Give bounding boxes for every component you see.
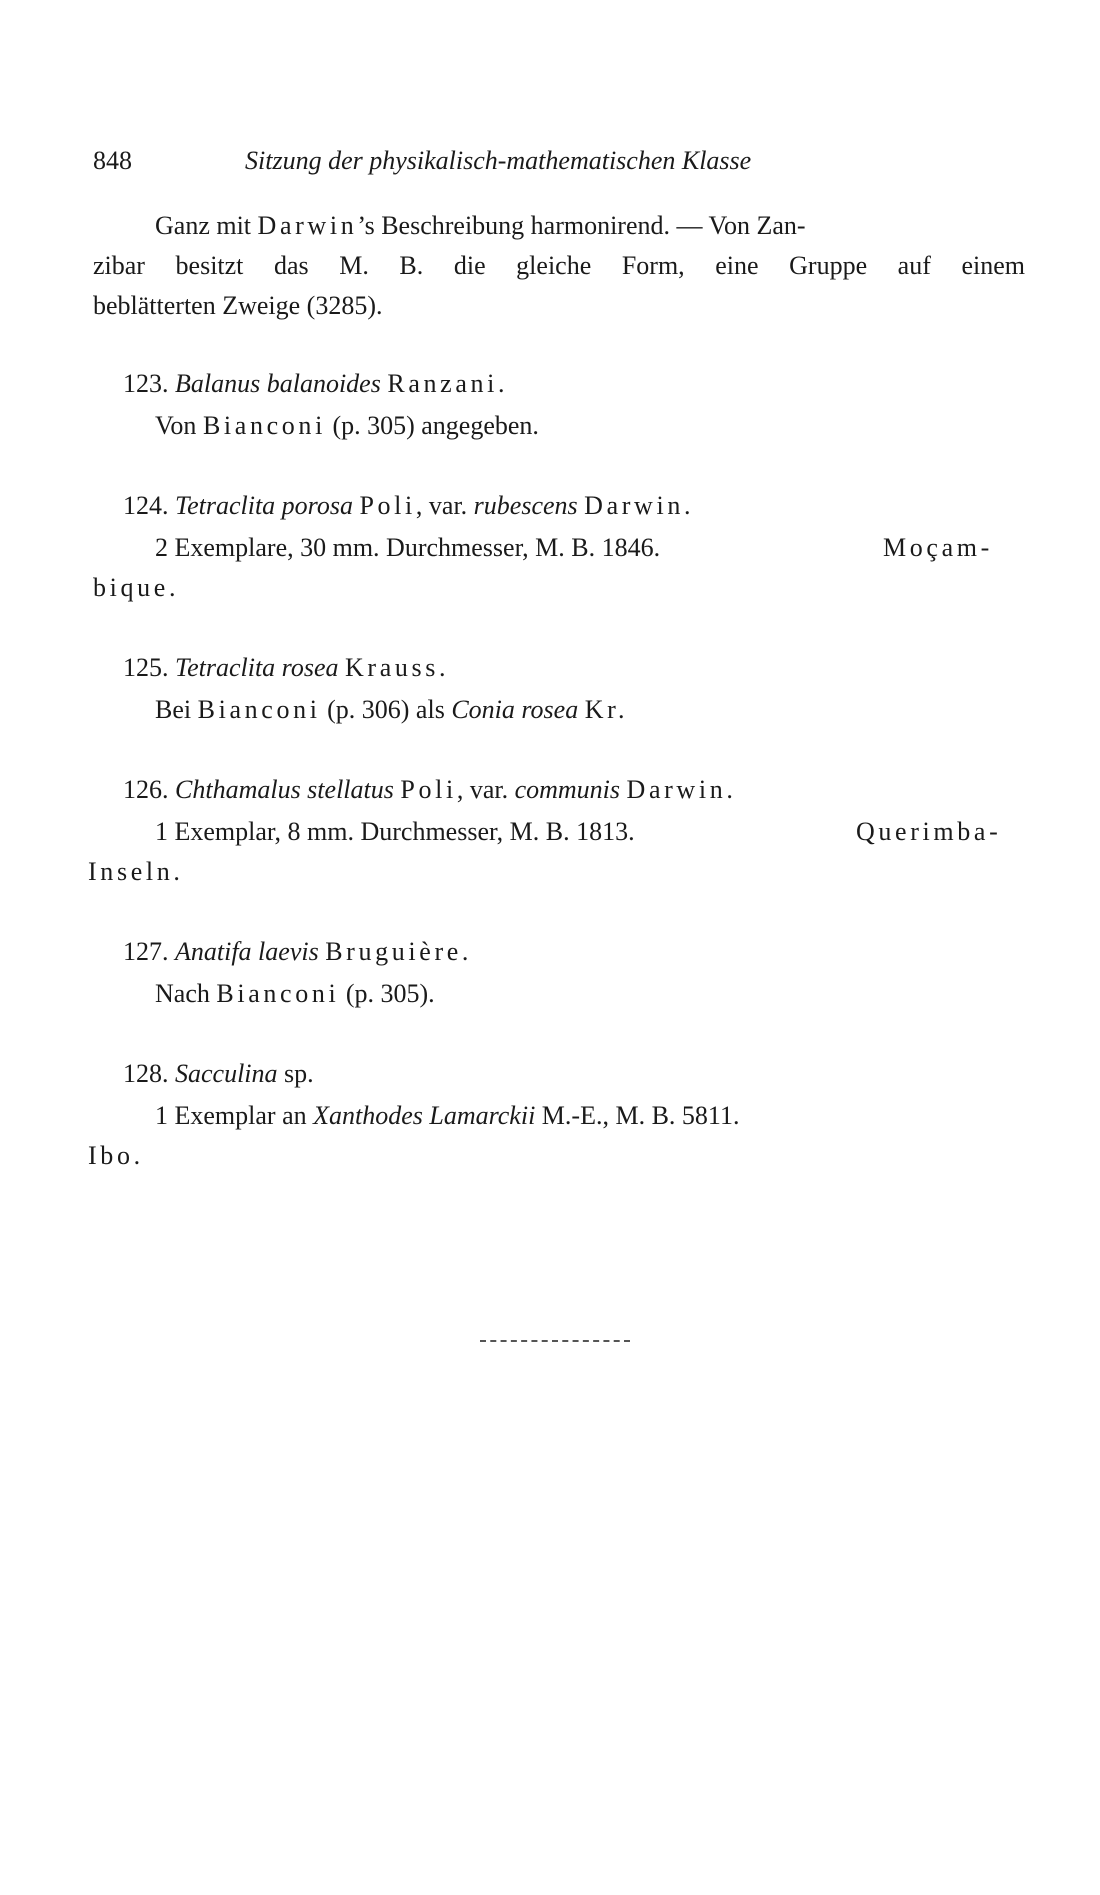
species-name: Anatifa laevis <box>175 937 319 966</box>
intro-line-1: Ganz mit Darwin’s Beschreibung harmonirend. — Von Zan- <box>155 211 806 240</box>
species-name: Sacculina <box>175 1059 278 1088</box>
author-name: Poli <box>359 491 416 520</box>
entry-126-locality-cont: Inseln. <box>88 857 184 886</box>
author-name: Bruguière. <box>325 937 473 966</box>
entry-125-note: Bei Bianconi (p. 306) als Conia rosea Kr. <box>155 695 629 724</box>
species-name: Balanus balanoides <box>175 369 381 398</box>
entry-128-note: 1 Exemplar an Xanthodes Lamarckii M.-E., M. B. 5811. <box>155 1101 740 1130</box>
entry-123-note: Von Bianconi (p. 305) angegeben. <box>155 411 539 440</box>
entry-126-locality: Querimba- <box>856 817 1002 846</box>
running-title: Sitzung der physikalisch-mathematischen Klasse <box>245 146 752 175</box>
entry-124-note: 2 Exemplare, 30 mm. Durchmesser, M. B. 1846. <box>155 533 661 562</box>
species-name: Chthamalus stellatus <box>175 775 394 804</box>
author-name: Krauss. <box>344 653 450 682</box>
entry-124-locality-cont: bique. <box>93 573 180 602</box>
author-name: Poli <box>400 775 457 804</box>
entry-128-heading: 128. Sacculina sp. <box>123 1059 314 1088</box>
entry-124-heading: 124. Tetraclita porosa Poli, var. rubescens Darwin. <box>123 491 695 520</box>
entry-124-locality: Moçam- <box>883 533 993 562</box>
entry-127-heading: 127. Anatifa laevis Bruguière. <box>123 937 473 966</box>
entry-128-locality: Ibo. <box>88 1141 144 1170</box>
page-number: 848 <box>93 146 132 175</box>
entry-123-heading: 123. Balanus balanoides Ranzani. <box>123 369 509 398</box>
entry-126-note: 1 Exemplar, 8 mm. Durchmesser, M. B. 1813. <box>155 817 635 846</box>
author-name: Darwin <box>257 211 358 240</box>
author-name: Ranzani. <box>387 369 509 398</box>
entry-125-heading: 125. Tetraclita rosea Krauss. <box>123 653 450 682</box>
intro-line-3: beblätterten Zweige (3285). <box>93 291 383 320</box>
species-name: Tetraclita rosea <box>175 653 339 682</box>
variety-name: rubescens <box>473 491 578 520</box>
entry-127-note: Nach Bianconi (p. 305). <box>155 979 435 1008</box>
species-name: Tetraclita porosa <box>175 491 353 520</box>
variety-name: communis <box>514 775 621 804</box>
entry-126-heading: 126. Chthamalus stellatus Poli, var. communis Darwin. <box>123 775 737 804</box>
end-rule <box>480 1340 630 1342</box>
intro-line-2: zibar besitzt das M. B. die gleiche Form, eine Gruppe auf einem <box>93 251 1025 280</box>
